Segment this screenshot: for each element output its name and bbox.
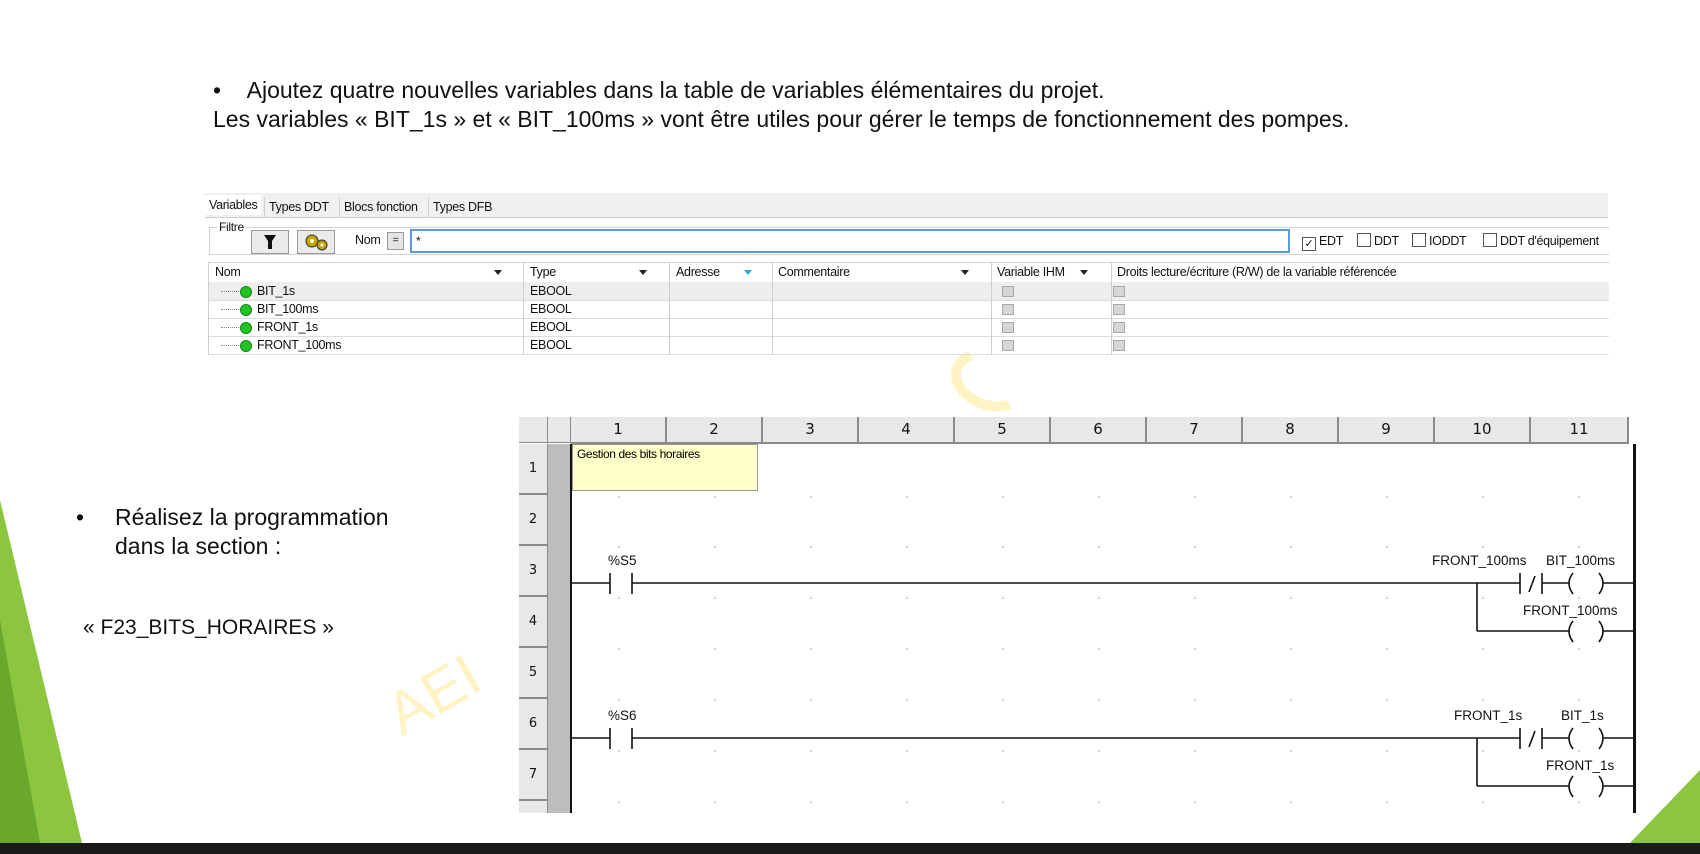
ladder-row-header[interactable]: 3 [519,546,548,597]
tab-types-dfb[interactable]: Types DFB [428,197,496,217]
checkbox-ioddt-box[interactable] [1412,233,1426,247]
watermark: AEI [374,641,492,748]
column-header-droits[interactable]: Droits lecture/écriture (R/W) de la variable référencée [1117,265,1397,279]
rw-checkbox[interactable] [1113,286,1125,297]
ladder-column-header[interactable]: 4 [859,417,955,444]
instruction-text: Réalisez la programmation dans la section : [115,504,389,559]
funnel-icon [252,231,288,253]
variable-name[interactable]: FRONT_1s [257,320,318,334]
ladder-column-header[interactable]: 7 [1147,417,1243,444]
rw-checkbox[interactable] [1113,322,1125,333]
ladder-column-header[interactable]: 5 [955,417,1051,444]
decorative-green-triangle-right [1630,770,1700,843]
rw-checkbox[interactable] [1113,340,1125,351]
variable-status-icon [240,322,252,334]
column-header-adresse[interactable]: Adresse [676,265,720,279]
rung-comment[interactable]: Gestion des bits horaires [572,444,758,491]
table-row[interactable] [208,300,1609,319]
table-row[interactable] [208,282,1609,301]
contact-front-100ms-label[interactable]: FRONT_100ms [1432,553,1527,568]
intro-line-1: Ajoutez quatre nouvelles variables dans la table de variables élémentaires du projet. [246,77,1105,103]
variable-status-icon [240,286,252,298]
hmi-checkbox[interactable] [1002,322,1014,333]
checkbox-ddt[interactable] [1357,233,1399,249]
contact-s5-label[interactable]: %S5 [608,553,637,568]
advanced-filter-button[interactable] [297,230,335,254]
ladder-column-header[interactable]: 10 [1435,417,1531,444]
checkbox-ddt-label: DDT [1374,234,1399,248]
type-dropdown-icon[interactable] [639,270,647,275]
ladder-row-header[interactable]: 6 [519,699,548,750]
ladder-diagram [519,417,1639,813]
intro-bullet [213,76,1105,105]
checkbox-ioddt-label: IODDT [1429,234,1467,248]
variables-table-header [208,262,1609,283]
ladder-row-header[interactable]: 5 [519,648,548,699]
column-header-commentaire[interactable]: Commentaire [778,265,850,279]
contact-s6-label[interactable]: %S6 [608,708,637,723]
variable-name[interactable]: BIT_1s [257,284,295,298]
ladder-column-header[interactable]: 6 [1051,417,1147,444]
tab-variables[interactable]: Variables [205,195,261,215]
contact-front-1s-label[interactable]: FRONT_1s [1454,708,1523,723]
tab-types-ddt[interactable]: Types DDT [264,197,333,217]
ladder-row-header[interactable]: 7 [519,750,548,801]
bullet-mark: • [213,77,222,103]
name-filter-label: Nom [355,233,381,247]
checkbox-ioddt[interactable] [1412,233,1466,249]
ladder-row-header[interactable]: 1 [519,444,548,495]
checkbox-ddt-equipement-box[interactable] [1483,233,1497,247]
hmi-checkbox[interactable] [1002,286,1014,297]
bullet-mark-2: • [76,504,85,530]
checkbox-edt[interactable] [1302,233,1343,249]
decorative-green-triangle-left [0,500,90,843]
variable-status-icon [240,340,252,352]
filter-button[interactable] [251,230,289,254]
tab-blocs-fonction[interactable]: Blocs fonction [339,197,422,217]
variable-type[interactable]: EBOOL [530,284,572,298]
coil-front-100ms-label[interactable]: FRONT_100ms [1523,603,1618,618]
ladder-column-header[interactable]: 2 [667,417,763,444]
ladder-row-header[interactable]: 4 [519,597,548,648]
intro-line-2: Les variables « BIT_1s » et « BIT_100ms » vont être utiles pour gérer le temps de fonctionnement des pompes. [213,106,1350,132]
ladder-column-header[interactable]: 9 [1339,417,1435,444]
ladder-editor [519,417,1639,813]
variable-name[interactable]: BIT_100ms [257,302,319,316]
gears-icon [298,231,334,253]
variable-type[interactable]: EBOOL [530,302,572,316]
checkbox-edt-box[interactable]: ✓ [1302,237,1316,251]
table-row[interactable] [208,336,1609,355]
adresse-sort-icon[interactable] [744,270,752,275]
ladder-column-header[interactable]: 1 [571,417,667,444]
hmi-checkbox[interactable] [1002,340,1014,351]
coil-bit-1s-label[interactable]: BIT_1s [1561,708,1604,723]
equals-operator-button[interactable]: = [387,232,404,250]
editor-tabs [205,193,1608,218]
checkbox-ddt-equipement[interactable] [1483,233,1599,249]
variable-type[interactable]: EBOOL [530,320,572,334]
checkbox-ddt-box[interactable] [1357,233,1371,247]
column-header-type[interactable]: Type [530,265,556,279]
ladder-row-header[interactable]: 2 [519,495,548,546]
coil-bit-100ms-label[interactable]: BIT_100ms [1546,553,1616,568]
table-row[interactable] [208,318,1609,337]
commentaire-dropdown-icon[interactable] [961,270,969,275]
rw-checkbox[interactable] [1113,304,1125,315]
ladder-column-header[interactable]: 3 [763,417,859,444]
filter-label: Filtre [219,220,244,234]
variables-editor [205,193,1608,358]
ladder-column-header[interactable]: 11 [1531,417,1629,444]
nom-dropdown-icon[interactable] [494,270,502,275]
variable-ihm-dropdown-icon[interactable] [1080,270,1088,275]
name-filter-input[interactable]: * [410,229,1290,253]
ladder-column-header[interactable]: 8 [1243,417,1339,444]
checkbox-edt-label: EDT [1319,234,1344,248]
hmi-checkbox[interactable] [1002,304,1014,315]
checkbox-ddt-equipement-label: DDT d'équipement [1500,234,1599,248]
variable-status-icon [240,304,252,316]
section-name: « F23_BITS_HORAIRES » [83,616,334,639]
column-header-nom[interactable]: Nom [215,265,241,279]
bottom-bar [0,843,1700,854]
variable-name[interactable]: FRONT_100ms [257,338,342,352]
coil-front-1s-label[interactable]: FRONT_1s [1546,758,1615,773]
variable-type[interactable]: EBOOL [530,338,572,352]
column-header-variable-ihm[interactable]: Variable IHM [997,265,1065,279]
